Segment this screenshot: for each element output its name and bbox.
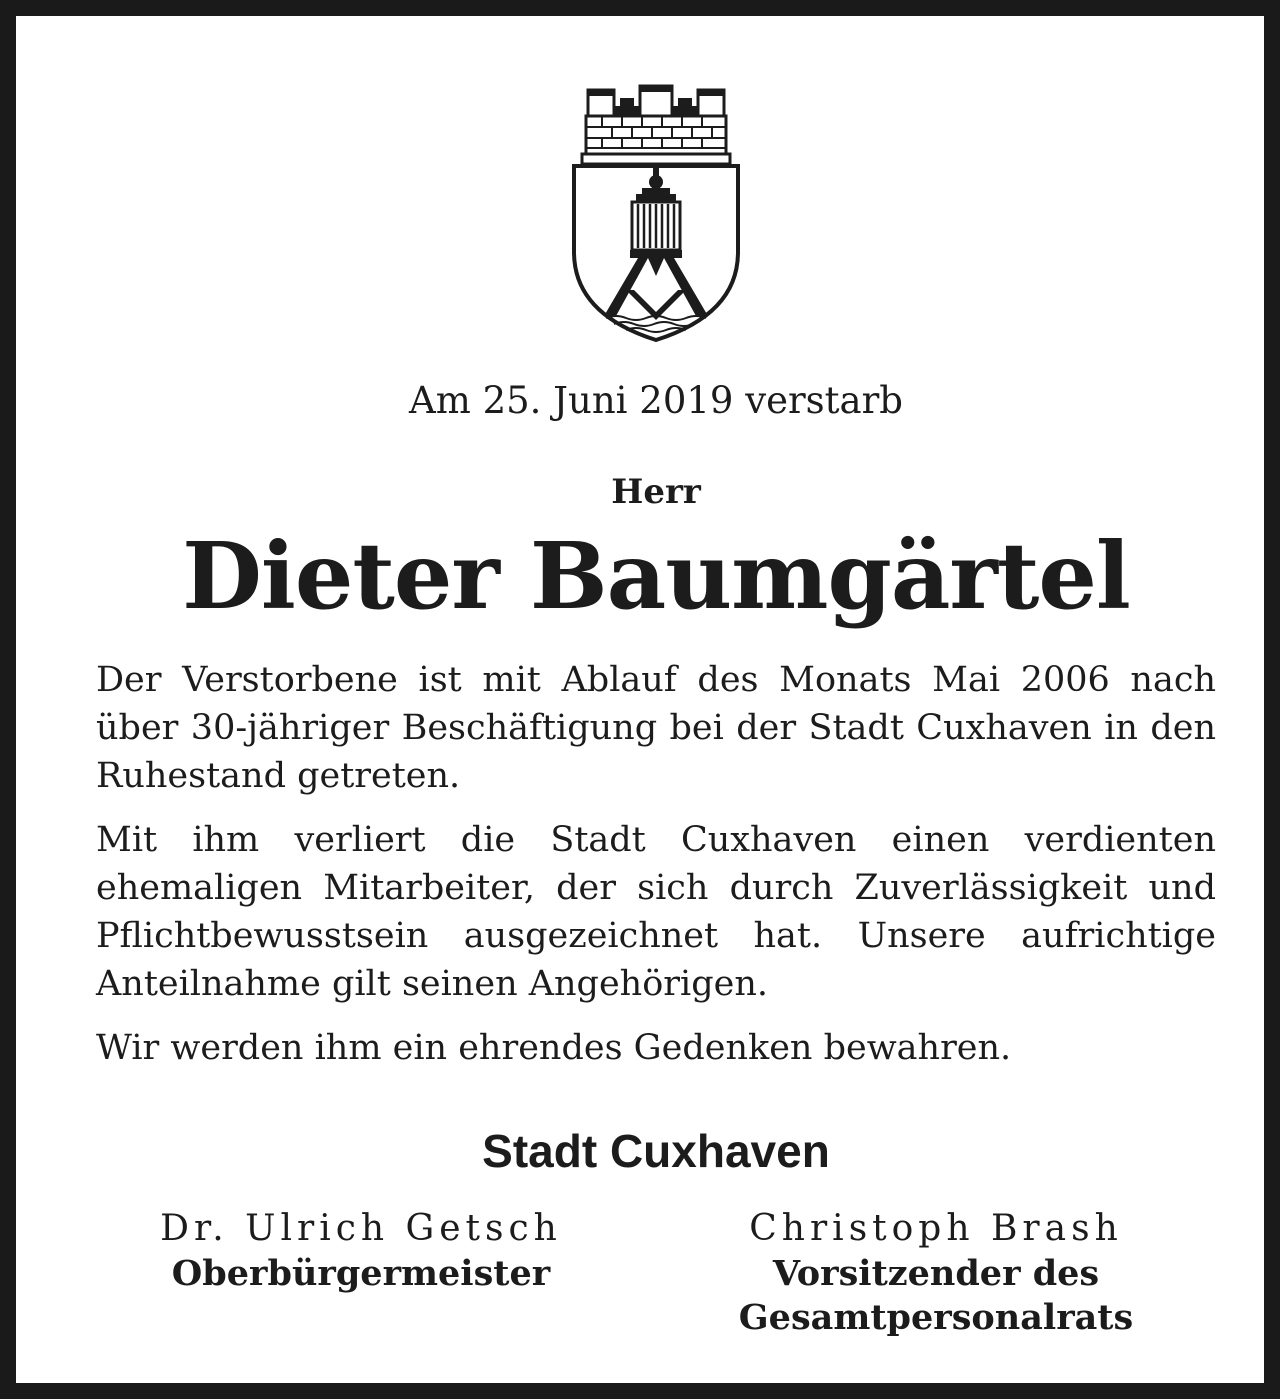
obituary-body — [96, 656, 1216, 1088]
deceased-name: Dieter Baumgärtel — [182, 522, 1130, 630]
signatory-staff-council — [676, 1206, 1196, 1340]
signatory-name: Dr. Ulrich Getsch — [160, 1208, 562, 1249]
paragraph-retirement: Der Verstorbene ist mit Ablauf des Monats Mai 2006 nach über 30-jähriger Beschäftigung bei der Stadt Cuxhaven in den Ruhestand getreten. — [96, 660, 1216, 796]
signatory-title: Oberbürgermeister — [171, 1253, 551, 1294]
signatory-name: Christoph Brash — [749, 1208, 1123, 1249]
city-coat-of-arms-icon — [556, 76, 756, 346]
signatory-title: Vorsitzender des Gesamtpersonalrats — [738, 1253, 1134, 1338]
paragraph-remembrance: Wir werden ihm ein ehrendes Gedenken bewahren. — [96, 1028, 1012, 1068]
organization-name: Stadt Cuxhaven — [482, 1125, 830, 1177]
paragraph-tribute: Mit ihm verliert die Stadt Cuxhaven einen verdienten ehemaligen Mitarbeiter, der sich durch Zuverlässigkeit und Pflichtbewusstsein ausgezeichnet hat. Unsere aufrichtige Anteilnahme gilt seinen Angehörigen. — [96, 820, 1216, 1004]
signatory-mayor — [101, 1206, 621, 1296]
death-announcement-intro: Am 25. Juni 2019 verstarb — [409, 379, 903, 422]
honorific: Herr — [611, 472, 701, 512]
